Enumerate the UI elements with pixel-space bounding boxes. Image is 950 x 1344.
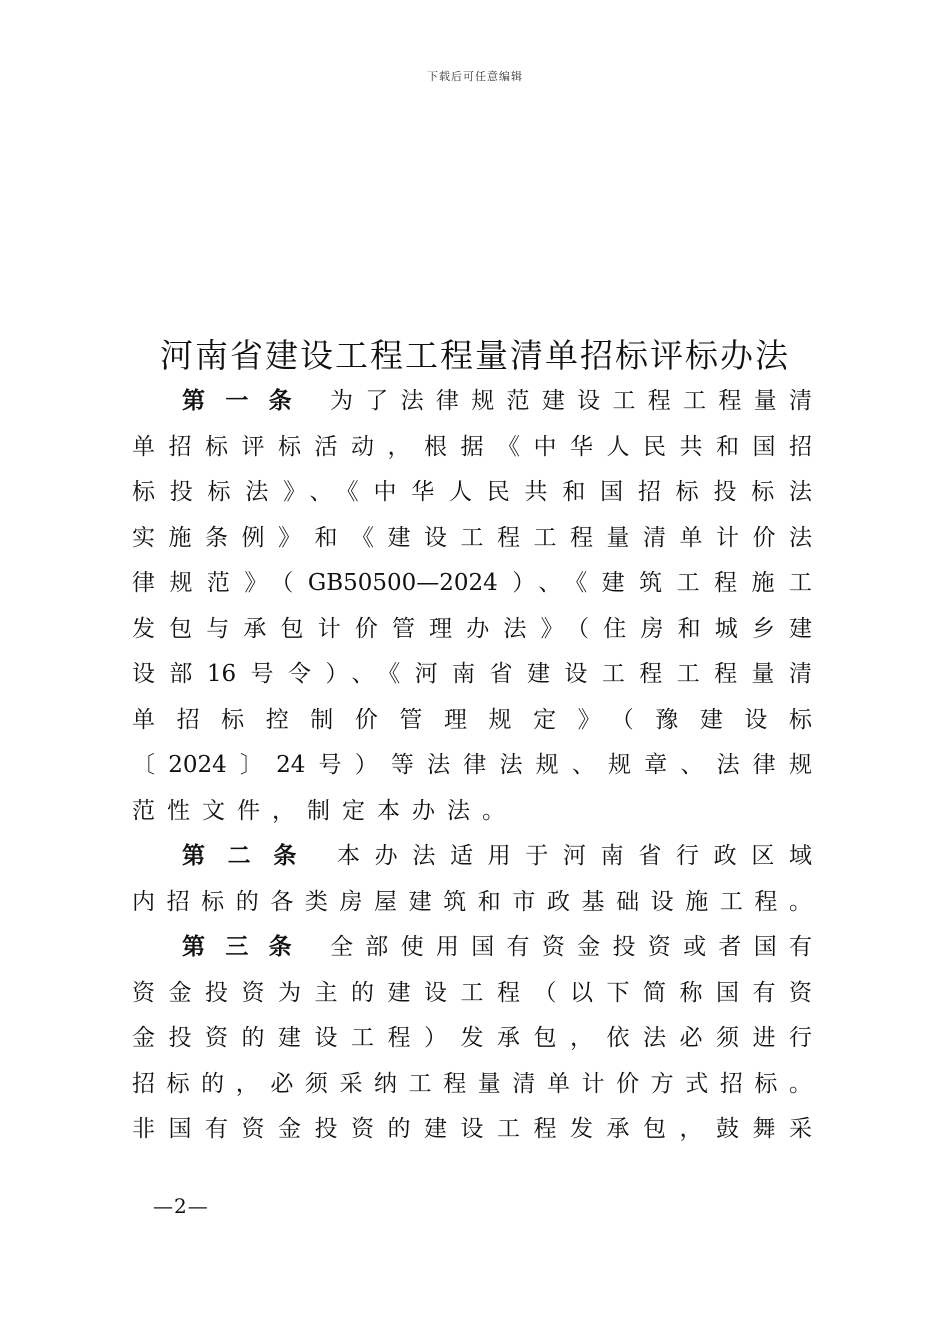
article-1-line: 单招标控制价管理规定》（豫建设标	[132, 706, 812, 733]
document-title: 河南省建设工程工程量清单招标评标办法	[160, 336, 790, 375]
article-2-line: 内招标的各类房屋建筑和市政基础设施工程。	[132, 888, 812, 915]
article-1-line: 设部16号令）、《河南省建设工程工程量清	[132, 661, 812, 687]
article-3-text: 全部使用国有资金投资或者国有	[329, 934, 812, 960]
header-note: 下载后可任意编辑	[427, 70, 523, 83]
article-1-line: 范性文件，制定本办法。	[132, 797, 517, 824]
document-body	[132, 379, 812, 1153]
article-2-text: 本办法适用于河南省行政区域	[337, 843, 813, 869]
article-3-line: 非国有资金投资的建设工程发承包，鼓舞采	[132, 1116, 812, 1142]
article-1-text: 为了法律规范建设工程工程量清	[329, 388, 812, 414]
article-1-line: 〔2024〕24号）等法律法规、规章、法律规	[132, 752, 812, 778]
article-3-label: 第三条	[182, 934, 312, 960]
article-3-line: 金投资的建设工程）发承包，依法必须进行	[132, 1025, 812, 1051]
article-1-line: 实施条例》和《建设工程工程量清单计价法	[132, 524, 812, 551]
article-1-line	[132, 379, 812, 425]
article-1-line: 发包与承包计价管理办法》（住房和城乡建	[132, 615, 812, 642]
article-2-line	[132, 834, 812, 880]
article-3-line: 招标的，必须采纳工程量清单计价方式招标。	[132, 1070, 812, 1097]
article-2-label: 第二条	[182, 843, 319, 869]
page-number: —2—	[153, 1194, 209, 1218]
article-3-line	[132, 925, 812, 971]
article-1-label: 第一条	[182, 388, 312, 414]
article-1-line: 律规范》（GB50500—2024）、《建筑工程施工	[132, 570, 812, 596]
article-1-line: 单招标评标活动，根据《中华人民共和国招	[132, 433, 812, 460]
article-3-line: 资金投资为主的建设工程（以下简称国有资	[132, 979, 812, 1006]
article-1-line: 标投标法》、《中华人民共和国招标投标法	[132, 479, 812, 505]
